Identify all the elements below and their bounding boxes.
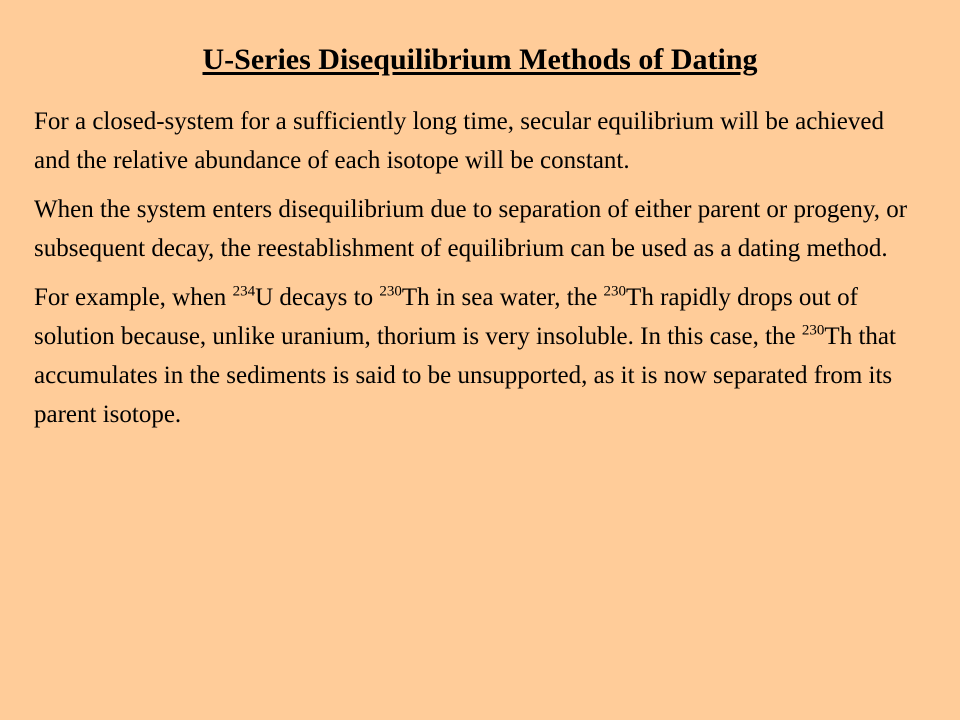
paragraph-disequilibrium: When the system enters disequilibrium due to separation of either parent or progeny, or subsequent decay, the reestablishment of equilibrium can be used as a dating method.: [34, 196, 908, 262]
slide-title: U-Series Disequilibrium Methods of Dating: [202, 43, 758, 76]
isotope-mass-th230: 230: [801, 322, 825, 339]
isotope-mass-th230: 230: [603, 283, 627, 300]
example-text-1: For example, when: [34, 284, 233, 311]
isotope-mass-u234: 234: [232, 283, 256, 300]
isotope-mass-th230: 230: [379, 283, 402, 300]
paragraph-secular-equilibrium: For a closed-system for a sufficiently long time, secular equilibrium will be achieved and the relative abundance of each isotope will be constant.: [34, 108, 884, 174]
slide-body: [34, 102, 914, 444]
example-text-4: Th rapidly drops out of solution because, unlike uranium, thorium is very insoluble. In this case, the: [34, 284, 858, 350]
example-text-2: U decays to: [255, 284, 380, 311]
paragraph-example: [34, 278, 914, 434]
example-text-5: Th that accumulates in the sediments is said to be unsupported, as it is now separated from its parent isotope.: [34, 323, 896, 428]
example-text-3: Th in sea water, the: [401, 284, 604, 311]
